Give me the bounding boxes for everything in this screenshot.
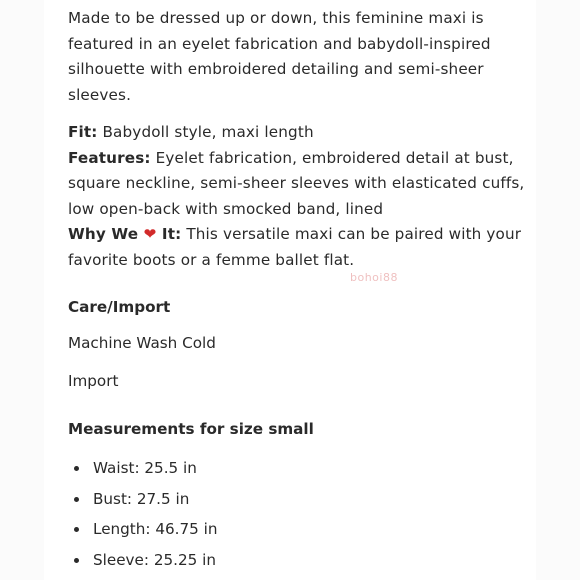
- measurement-waist: Waist: 25.5 in: [68, 456, 217, 487]
- features-line: [68, 146, 528, 223]
- watermark: bohoi88: [350, 271, 398, 284]
- features-label: Features:: [68, 148, 151, 167]
- fit-text: Babydoll style, maxi length: [97, 123, 314, 141]
- care-import-heading: Care/Import: [68, 298, 171, 316]
- why-we-love-it-line: [68, 222, 528, 273]
- import-text: Import: [68, 372, 119, 390]
- heart-icon: ❤: [143, 225, 157, 243]
- measurements-heading: Measurements for size small: [68, 420, 314, 438]
- measurement-length: Length: 46.75 in: [68, 517, 217, 548]
- why-label-start: Why We: [68, 225, 144, 243]
- features-text: Eyelet fabrication, embroidered detail at bust, square neckline, semi-sheer sleeves with elasticated cuffs, low open-back with smocked band, lined: [68, 148, 525, 218]
- measurement-sleeve: Sleeve: 25.25 in: [68, 548, 217, 579]
- fit-line: [68, 120, 528, 146]
- intro-paragraph: Made to be dressed up or down, this feminine maxi is featured in an eyelet fabrication and babydoll-inspired silhouette with embroidered detailing and semi-sheer sleeves.: [68, 9, 491, 104]
- product-description: [68, 6, 528, 273]
- why-text: This versatile maxi can be paired with your favorite boots or a femme ballet flat.: [68, 225, 522, 269]
- why-label-end: It:: [156, 225, 182, 243]
- measurements-list: [68, 456, 217, 579]
- measurement-bust: Bust: 27.5 in: [68, 487, 217, 518]
- fit-label: Fit:: [68, 123, 98, 141]
- care-instruction: Machine Wash Cold: [68, 334, 216, 352]
